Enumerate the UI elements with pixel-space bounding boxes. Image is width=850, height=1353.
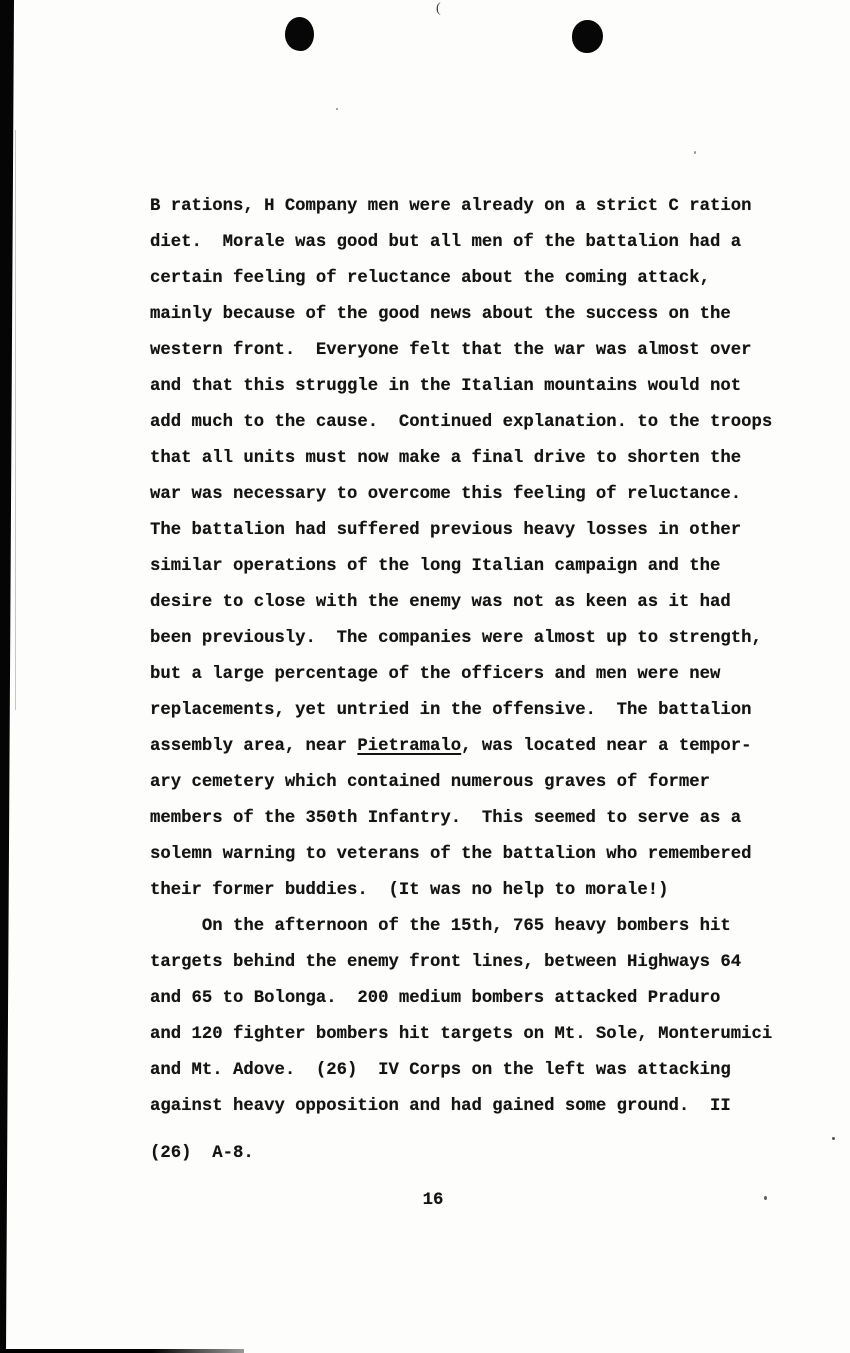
scan-artifact-paren: ( [436, 1, 441, 16]
scan-speck [336, 108, 338, 110]
scan-edge-bottom [0, 1349, 244, 1353]
text-line: but a large percentage of the officers and men were new [150, 665, 721, 684]
punch-hole-right-icon [572, 20, 603, 53]
text-line: and Mt. Adove. (26) IV Corps on the left was attacking [150, 1061, 731, 1080]
text-line: and 120 fighter bombers hit targets on Mt. Sole, Monterumici [150, 1025, 773, 1044]
text-line: and 65 to Bolonga. 200 medium bombers attacked Praduro [150, 989, 721, 1008]
text-line: replacements, yet untried in the offensive. The battalion [150, 701, 752, 720]
scan-speck [694, 151, 696, 154]
underlined-place-name: Pietramalo [357, 737, 462, 756]
text-line: add much to the cause. Continued explanation. to the troops [150, 413, 773, 432]
scan-edge-left-line [15, 130, 16, 710]
text-line: diet. Morale was good but all men of the battalion had a [150, 233, 742, 252]
text-line: solemn warning to veterans of the battalion who remembered [150, 845, 752, 864]
text-line: against heavy opposition and had gained some ground. II [150, 1097, 731, 1116]
text-line: ary cemetery which contained numerous graves of former [150, 773, 711, 792]
text-line: and that this struggle in the Italian mountains would not [150, 377, 742, 396]
text-line: mainly because of the good news about the success on the [150, 305, 731, 324]
text-line: The battalion had suffered previous heavy losses in other [150, 521, 742, 540]
scan-edge-left [0, 0, 16, 1353]
punch-hole-left-icon [285, 17, 314, 51]
text-line: their former buddies. (It was no help to morale!) [150, 881, 669, 900]
footnote: (26) A-8. [150, 1144, 254, 1163]
scan-speck [832, 1137, 835, 1140]
text-line: targets behind the enemy front lines, between Highways 64 [150, 953, 742, 972]
text-line: On the afternoon of the 15th, 765 heavy bombers hit [150, 917, 731, 936]
text-line: similar operations of the long Italian campaign and the [150, 557, 721, 576]
text-line: certain feeling of reluctance about the coming attack, [150, 269, 711, 288]
page-number: 16 [422, 1191, 444, 1210]
text-line: that all units must now make a final drive to shorten the [150, 449, 742, 468]
text-line: assembly area, near Pietramalo, was located near a tempor- [150, 737, 752, 756]
text-line: desire to close with the enemy was not as keen as it had [150, 593, 731, 612]
text-line: war was necessary to overcome this feeling of reluctance. [150, 485, 742, 504]
text-line: been previously. The companies were almost up to strength, [150, 629, 762, 648]
text-line: western front. Everyone felt that the war was almost over [150, 341, 752, 360]
text-line: members of the 350th Infantry. This seemed to serve as a [150, 809, 742, 828]
body-text [150, 189, 810, 1125]
text-line: B rations, H Company men were already on a strict C ration [150, 197, 752, 216]
